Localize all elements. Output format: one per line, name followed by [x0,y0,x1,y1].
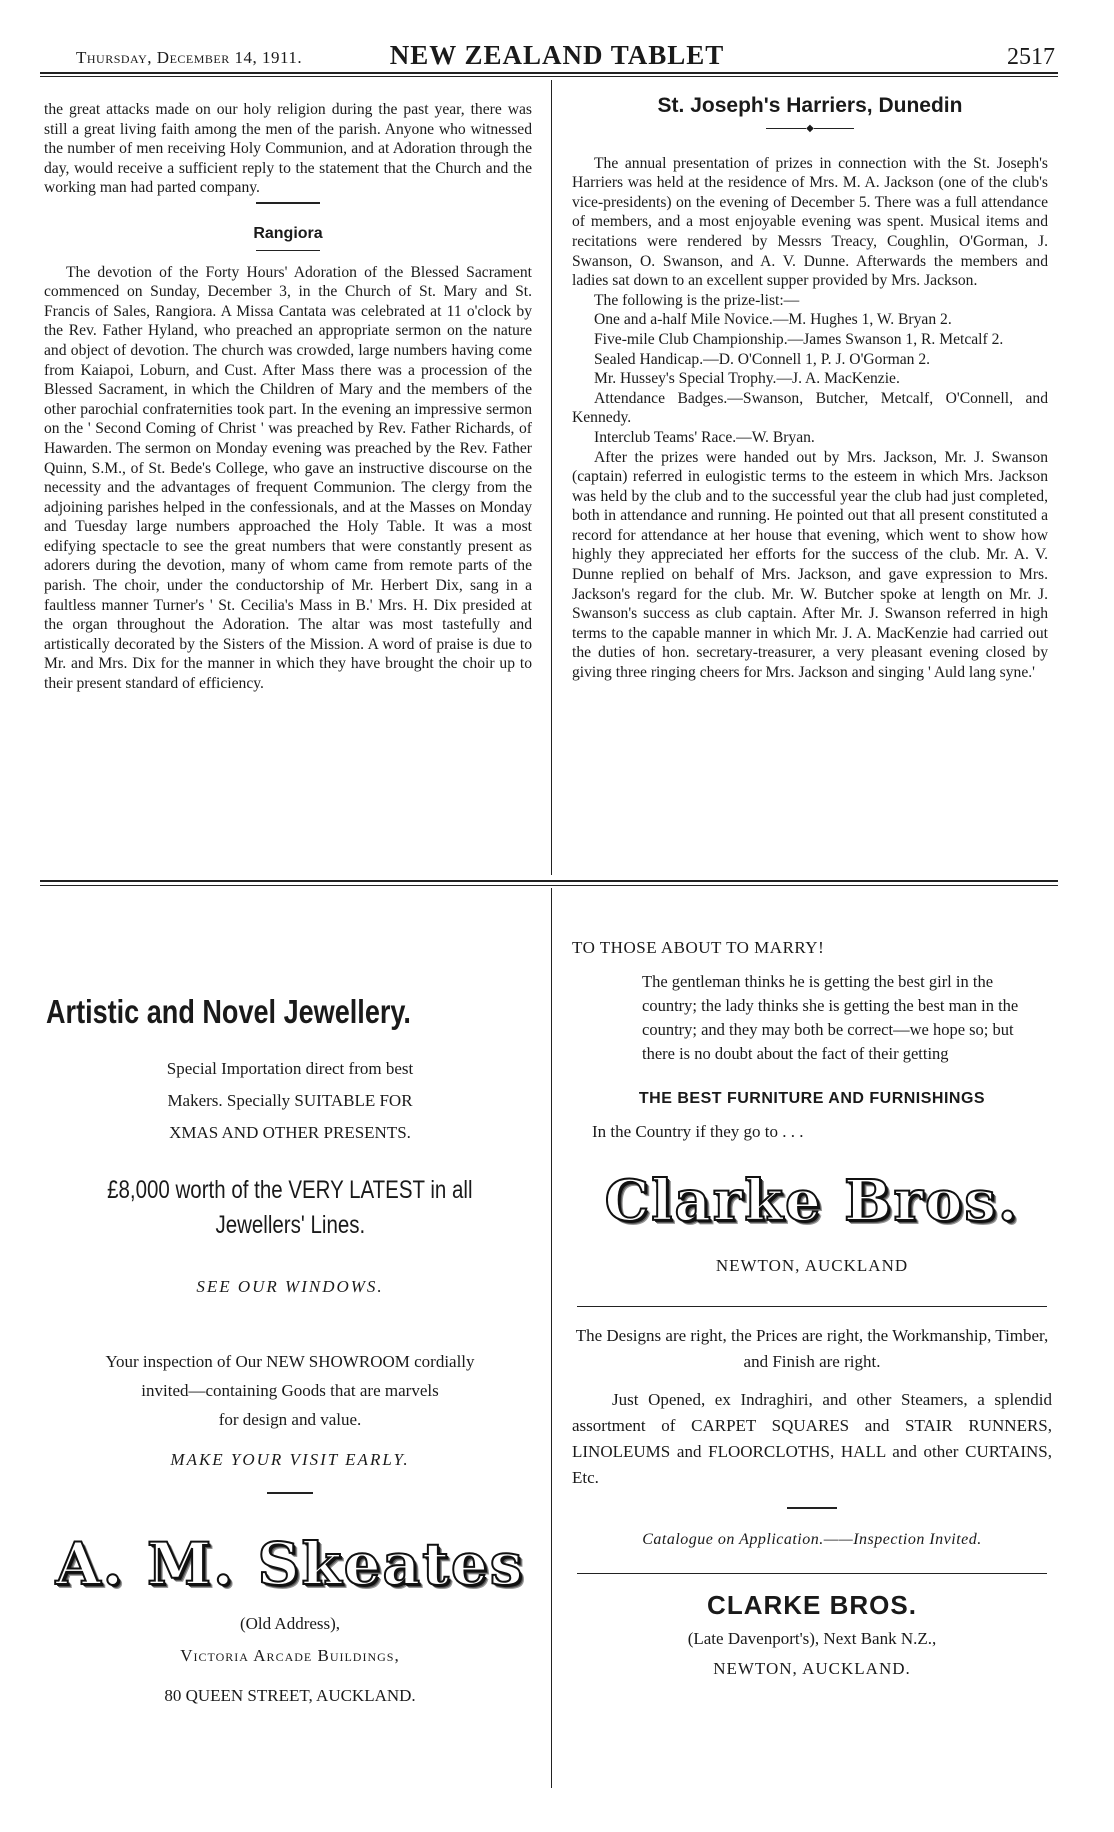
invite-line: for design and value. [218,1410,362,1429]
marry-intro: TO THOSE ABOUT TO MARRY! [572,938,825,957]
column-divider-lower [551,888,552,1788]
ad-separator-bottom [40,885,1058,886]
furniture-headline: THE BEST FURNITURE AND FURNISHINGS [638,1090,986,1107]
rangiora-heading: Rangiora [253,224,323,242]
masthead-rule-top [40,72,1058,74]
invite-line: invited—containing Goods that are marvels [141,1381,439,1400]
visit-early: MAKE YOUR VISIT EARLY. [170,1450,410,1469]
footer-name: CLARKE BROS. [707,1590,917,1620]
skeates-line: XMAS AND OTHER PRESENTS. [169,1123,411,1142]
harriers-paragraph: The following is the prize-list:— [594,291,800,309]
skeates-invite [40,1347,540,1434]
invite-line: Your inspection of Our NEW SHOWROOM cordially [105,1352,475,1371]
section-rule [256,202,320,204]
designs-text: The Designs are right, the Prices are right, the Workmanship, Timber, and Finish are right. [575,1326,1049,1371]
offer-line [40,1173,540,1208]
skeates-intro [40,1053,540,1149]
offer-line-text: £8,000 worth of the VERY LATEST in all [107,1176,473,1204]
newton-location: NEWTON, AUCKLAND [715,1256,909,1275]
right-column [572,96,1048,683]
old-address: (Old Address), [239,1614,341,1633]
clarke-advertisement [572,938,1052,1679]
catalogue-line: Catalogue on Application.——Inspection Invited. [642,1531,982,1548]
jewellery-headline-text: Artistic and Novel Jewellery. [46,993,411,1030]
masthead-rule-bottom [40,76,1058,77]
marry-body: The gentleman thinks he is getting the best girl in the country; the lady thinks she is getting the best man in the country; and they may both be correct—we hope so; but there is no doubt about the fact of their getting [642,972,1019,1063]
offer-line [40,1208,540,1243]
clarke-rule-3 [577,1573,1047,1574]
clarke-rule [577,1306,1047,1307]
arcade-buildings: Victoria Arcade Buildings, [180,1646,400,1665]
diamond-rule [572,124,1048,134]
prize-line: Sealed Handicap.—D. O'Connell 1, P. J. O'Gorman 2. [594,350,931,368]
harriers-paragraph: The annual presentation of prizes in connection with the St. Joseph's Harriers was held at the residence of Mrs. M. A. Jackson (one of the club's vice-presidents) on the evening of December 5. There was a full attendance of members, and a most enjoyable evening was spent. Musical items and recitations were rendered by Messrs Treacy, Coughlin, O'Gorman, J. Swanson, O. Swanson, and A. V. Dunne. Afterwards the members and ladies sat down to an excellent supper provided by Mrs. Jackson. [572,154,1048,290]
footer-location: NEWTON, AUCKLAND. [713,1659,911,1678]
skeates-name: A. M. Skeates [55,1530,525,1598]
rangiora-rule [256,250,320,251]
diamond-icon: ◆ [806,122,814,134]
prize-line: Interclub Teams' Race.—W. Bryan. [594,428,815,446]
left-column [44,100,532,694]
skeates-offer [40,1173,540,1243]
ad-separator-top [40,880,1058,882]
clarke-rule-2 [787,1507,837,1509]
clarke-name: Clarke Bros. [604,1168,1020,1234]
jewellery-headline [40,992,540,1033]
see-windows: SEE OUR WINDOWS. [196,1277,384,1296]
country-line: In the Country if they go to . . . [592,1122,804,1141]
column-divider-upper [551,80,552,875]
queen-street: 80 QUEEN STREET, AUCKLAND. [164,1686,416,1705]
prize-line: Mr. Hussey's Special Trophy.—J. A. MacKenzie. [594,370,900,388]
skeates-rule [267,1492,313,1494]
masthead-title: NEW ZEALAND TABLET [389,40,725,70]
page-number: 2517 [1007,44,1055,70]
harriers-paragraph: After the prizes were handed out by Mrs. Jackson, Mr. J. Swanson (captain) referred in eulogistic terms to the esteem in which Mrs. Jackson was held by the club and to the successful year the club had just completed, both in attendance and running. He pointed out that all present constituted a record for attendance at her house that evening, which went to show how highly they appreciated her efforts for the success of the club. Mr. A. V. Dunne replied on behalf of Mrs. Jackson, and gave expression to Mrs. Jackson's regard for the club. Mr. W. Butcher spoke at length on Mr. J. Swanson's success as club captain. After Mr. J. Swanson referred in high terms to the capable manner in which Mr. J. A. MacKenzie had carried out the duties of hon. secretary-treasurer, a very pleasant evening closed by giving three ringing cheers for Mrs. Jackson and singing ' Auld lang syne.' [572,448,1048,682]
just-opened-text: Just Opened, ex Indraghiri, and other Steamers, a splendid assortment of CARPET SQUARES and STAIR RUNNERS, LINOLEUMS and FLOORCLOTHS, HALL and other CURTAINS, Etc. [572,1390,1052,1487]
skeates-advertisement [40,900,540,1706]
harriers-heading: St. Joseph's Harriers, Dunedin [657,94,963,117]
offer-line-text: Jewellers' Lines. [215,1211,365,1239]
skeates-line: Special Importation direct from best [166,1059,414,1078]
prize-line: Five-mile Club Championship.—James Swanson 1, R. Metcalf 2. [594,330,1004,348]
prize-line: One and a-half Mile Novice.—M. Hughes 1, W. Bryan 2. [594,311,952,329]
prize-line: Attendance Badges.—Swanson, Butcher, Metcalf, O'Connell, and Kennedy. [572,389,1048,427]
masthead-date: Thursday, December 14, 1911. [76,48,303,67]
rangiora-paragraph: The devotion of the Forty Hours' Adoration of the Blessed Sacrament commenced on Sunday, December 3, in the Church of St. Mary and St. Francis of Sales, Rangiora. A Missa Cantata was celebrated at 11 o'clock by the Rev. Father Hyland, who preached an appropriate sermon on the nature and object of devotion. The church was crowded, large numbers having come from Kaiapoi, Loburn, and Cust. After Mass there was a procession of the Blessed Sacrament, in which the Children of Mary and the members of the other parochial confraternities took part. In the evening an impressive sermon on the ' Second Coming of Christ ' was preached by Rev. Father Richards, of Hawarden. The sermon on Monday evening was preached by the Rev. Father Quinn, S.M., of St. Bede's College, who gave an instructive discourse on the necessity and the advantages of frequent Communion. The clergy from the adjoining parishes helped in the confessionals, and at the Masses on Monday and Tuesday large numbers approached the Holy Table. It was a most edifying spectacle to see the great numbers that were constantly present as adorers during the devotion, many of whom came from remote parts of the parish. The choir, under the conductorship of Mr. Herbert Dix, sang in a faultless manner Turner's ' St. Cecilia's Mass in B.' Mrs. H. Dix presided at the organ throughout the Adoration. The altar was most tastefully and artistically decorated by the Sisters of the Mission. A word of praise is due to Mr. and Mrs. Dix for the manner in which they have brought the choir up to their present standard of efficiency. [44,263,532,693]
footer-late: (Late Davenport's), Next Bank N.Z., [687,1629,937,1648]
skeates-line: Makers. Specially SUITABLE FOR [167,1091,413,1110]
intro-paragraph: the great attacks made on our holy religion during the past year, there was still a great living faith among the men of the parish. Anyone who witnessed the number of men receiving Holy Communion, and at Adoration through the day, would receive a sufficient reply to the statement that the Church and the working man had parted company. [44,101,532,197]
